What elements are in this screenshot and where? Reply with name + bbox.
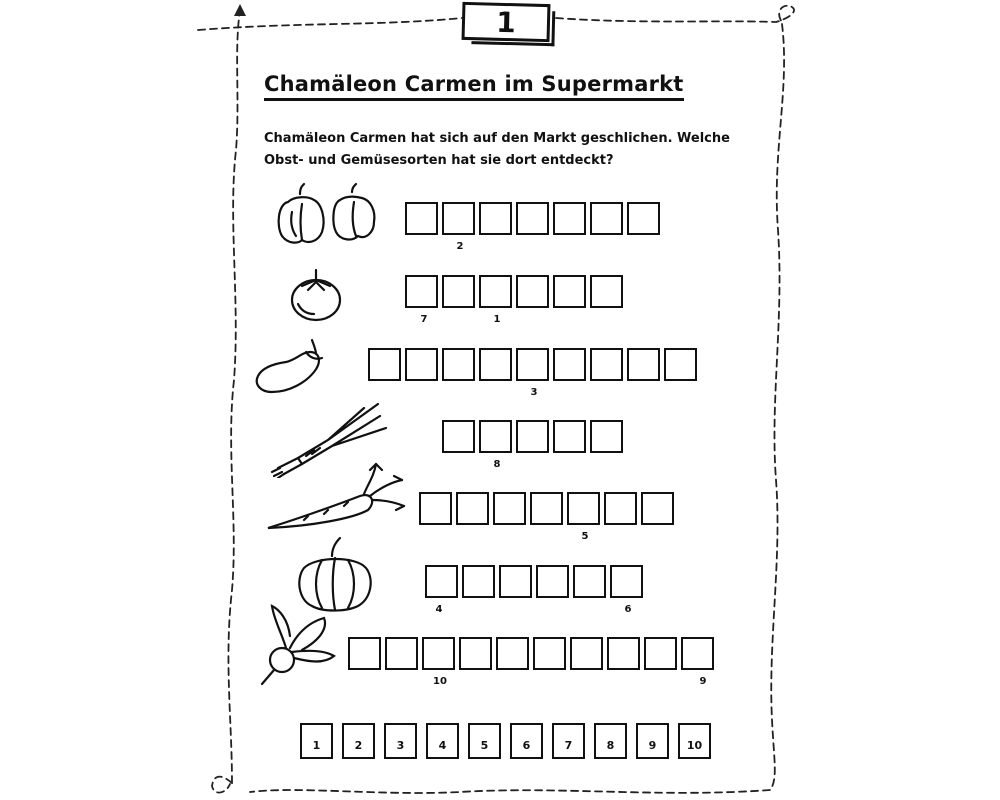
solution-number: 2 [354, 739, 363, 752]
paprika-icon [270, 182, 382, 248]
solution-number: 8 [606, 739, 615, 752]
solution-box[interactable] [678, 723, 711, 759]
solution-number: 6 [522, 739, 531, 752]
letter-box[interactable] [479, 420, 512, 453]
letter-box[interactable] [368, 348, 401, 381]
letter-box[interactable] [419, 492, 452, 525]
solution-number: 4 [438, 739, 447, 752]
radish-icon [258, 600, 340, 686]
letter-box[interactable] [553, 348, 586, 381]
solution-box[interactable] [636, 723, 669, 759]
solution-box[interactable] [300, 723, 333, 759]
solution-number: 9 [648, 739, 657, 752]
answer-row-radish [348, 637, 718, 687]
solution-number: 5 [480, 739, 489, 752]
letter-box[interactable] [627, 348, 660, 381]
letter-box[interactable] [641, 492, 674, 525]
hint-number: 8 [493, 459, 501, 470]
letter-box[interactable] [425, 565, 458, 598]
solution-box[interactable] [426, 723, 459, 759]
solution-box[interactable] [510, 723, 543, 759]
letter-box[interactable] [590, 420, 623, 453]
tomato-icon [288, 266, 348, 324]
letter-box[interactable] [553, 420, 586, 453]
letter-box[interactable] [422, 637, 455, 670]
letter-box[interactable] [348, 637, 381, 670]
letter-box[interactable] [590, 348, 623, 381]
letter-box[interactable] [604, 492, 637, 525]
letter-box[interactable] [516, 348, 549, 381]
letter-box[interactable] [610, 565, 643, 598]
solution-box[interactable] [552, 723, 585, 759]
letter-box[interactable] [442, 420, 475, 453]
letter-box[interactable] [456, 492, 489, 525]
solution-number: 10 [686, 739, 703, 752]
letter-box[interactable] [627, 202, 660, 235]
letter-box[interactable] [516, 275, 549, 308]
carrot-icon [264, 456, 410, 536]
letter-box[interactable] [553, 202, 586, 235]
solution-box[interactable] [468, 723, 501, 759]
letter-box[interactable] [516, 202, 549, 235]
letter-box[interactable] [459, 637, 492, 670]
letter-box[interactable] [442, 275, 475, 308]
solution-box[interactable] [342, 723, 375, 759]
solution-box[interactable] [594, 723, 627, 759]
solution-number: 7 [564, 739, 573, 752]
letter-box[interactable] [479, 275, 512, 308]
letter-box[interactable] [496, 637, 529, 670]
task-instructions: Chamäleon Carmen hat sich auf den Markt geschlichen. Welche Obst- und Gemüsesorten hat sie dort entdeckt? [264, 131, 730, 168]
letter-box[interactable] [644, 637, 677, 670]
letter-box[interactable] [405, 275, 438, 308]
letter-box[interactable] [590, 202, 623, 235]
letter-box[interactable] [573, 565, 606, 598]
letter-box[interactable] [442, 202, 475, 235]
letter-box[interactable] [516, 420, 549, 453]
letter-box[interactable] [664, 348, 697, 381]
letter-box[interactable] [405, 348, 438, 381]
hint-number: 5 [581, 531, 589, 542]
hint-number: 2 [456, 241, 464, 252]
letter-box[interactable] [479, 202, 512, 235]
letter-box[interactable] [462, 565, 495, 598]
letter-box[interactable] [567, 492, 600, 525]
answer-row-paprika [405, 202, 664, 252]
letter-box[interactable] [493, 492, 526, 525]
letter-box[interactable] [530, 492, 563, 525]
letter-box[interactable] [533, 637, 566, 670]
letter-box[interactable] [536, 565, 569, 598]
hint-number: 7 [420, 314, 428, 325]
hint-number: 9 [699, 676, 707, 687]
answer-row-eggplant [368, 348, 701, 398]
answer-row-carrot [419, 492, 678, 542]
letter-box[interactable] [385, 637, 418, 670]
solution-number: 1 [312, 739, 321, 752]
letter-box[interactable] [607, 637, 640, 670]
answer-row-leek [442, 420, 627, 470]
letter-box[interactable] [479, 348, 512, 381]
page-number-badge: 1 [462, 2, 551, 42]
letter-box[interactable] [681, 637, 714, 670]
letter-box[interactable] [442, 348, 475, 381]
hint-number: 10 [433, 676, 447, 687]
hint-number: 3 [530, 387, 538, 398]
hint-number: 4 [435, 604, 443, 615]
eggplant-icon [250, 336, 330, 396]
letter-box[interactable] [590, 275, 623, 308]
solution-row [300, 723, 711, 759]
hint-number: 1 [493, 314, 501, 325]
solution-box[interactable] [384, 723, 417, 759]
letter-box[interactable] [405, 202, 438, 235]
letter-box[interactable] [570, 637, 603, 670]
solution-number: 3 [396, 739, 405, 752]
letter-box[interactable] [499, 565, 532, 598]
page-title: Chamäleon Carmen im Supermarkt [264, 72, 684, 101]
answer-row-pumpkin [425, 565, 647, 615]
hint-number: 6 [624, 604, 632, 615]
letter-box[interactable] [553, 275, 586, 308]
answer-row-tomato [405, 275, 627, 325]
